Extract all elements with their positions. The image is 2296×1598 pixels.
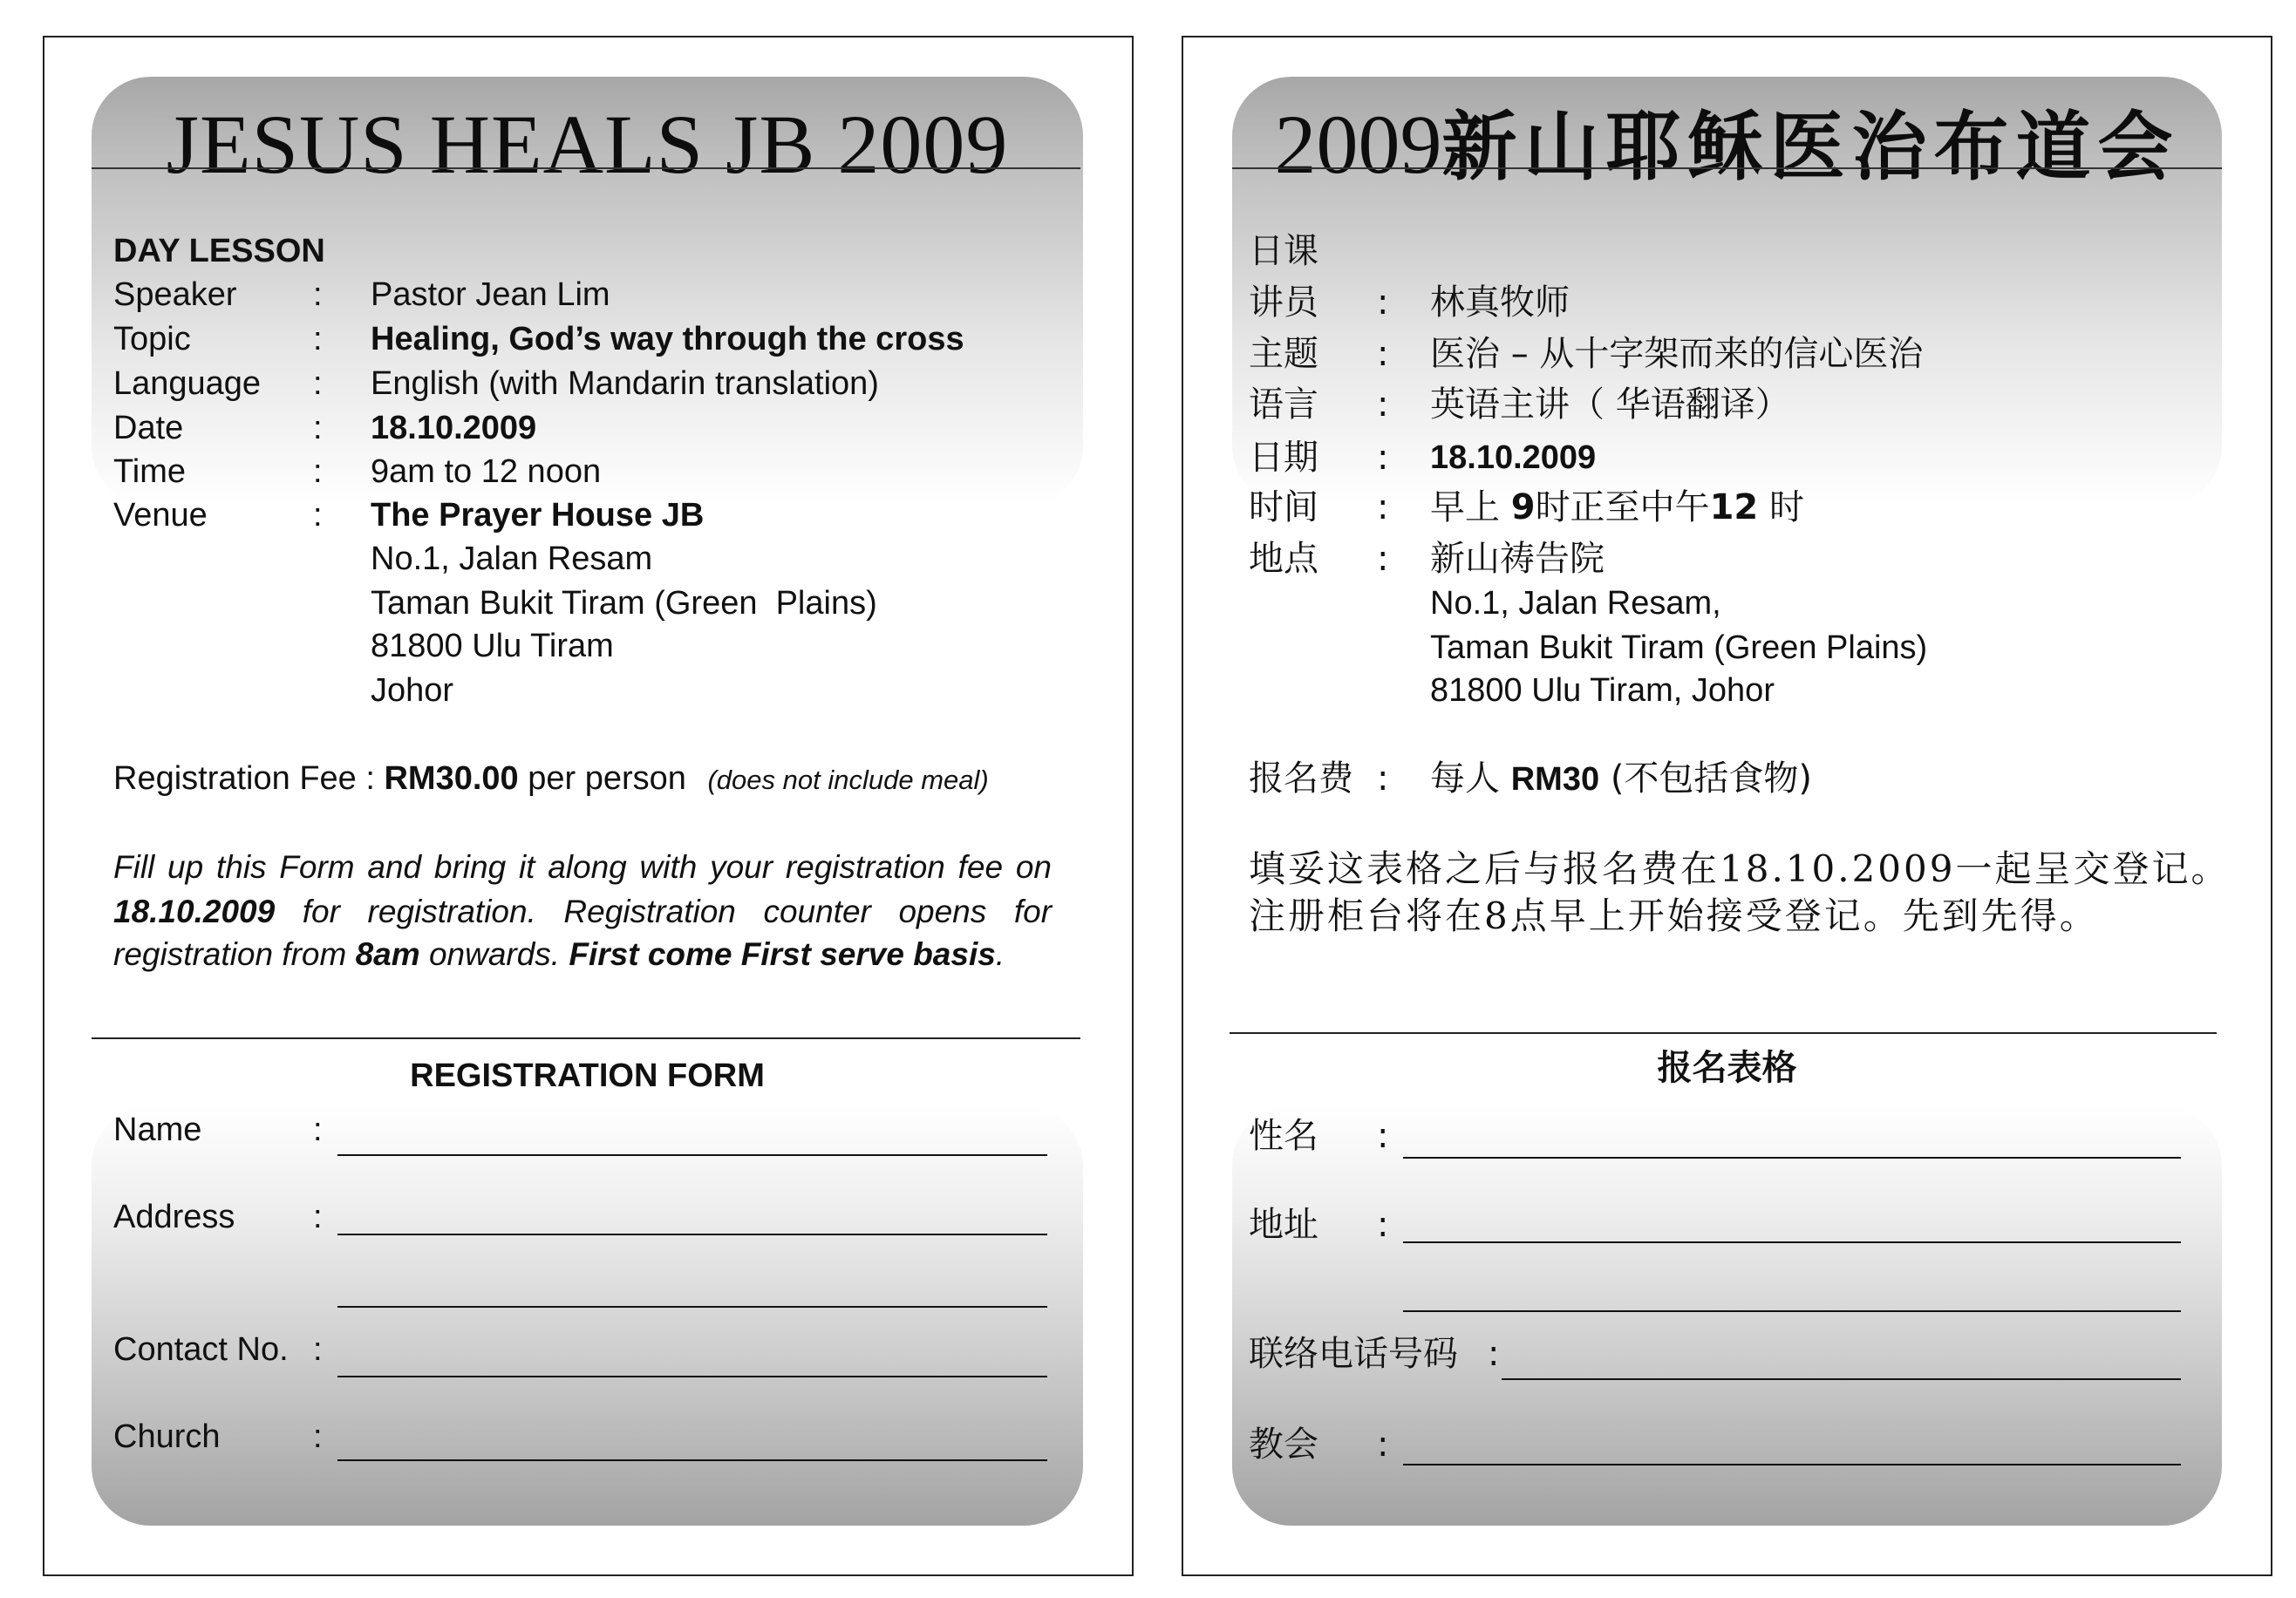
chinese-section-heading [1249,227,2208,275]
separator: : [313,1199,323,1235]
date-row [113,406,1073,450]
cn-contact-label: 联络电话号码 [1249,1334,1458,1374]
cn-contact-field[interactable] [1502,1378,2181,1380]
venue-address-line [113,537,1073,581]
venue-address-line [113,624,1073,668]
address-line-3: 81800 Ulu Tiram [371,628,614,664]
separator: : [313,1418,323,1455]
cn-name-label: 性名 [1249,1116,1318,1156]
cn-time-part: 时正至中午 [1535,487,1710,527]
cn-name-field[interactable] [1403,1157,2181,1159]
cn-venue-address-line [1249,666,2208,715]
separator: : [1377,1116,1389,1156]
separator: : [1377,539,1389,579]
cn-topic-row [1249,330,2208,378]
cn-time-label: 时间 [1249,487,1318,527]
cn-address-field[interactable] [1403,1241,2181,1243]
cn-church-label: 教会 [1249,1425,1318,1465]
cn-fee-per: 每人 [1430,758,1500,799]
separator: : [1377,758,1389,799]
separator: : [1488,1334,1500,1374]
instruction-line-1 [113,846,1052,889]
time-row [113,450,1073,493]
cn-venue-row [1249,534,2208,583]
church-field[interactable] [337,1459,1047,1461]
language-label: Language [113,365,262,402]
time-label: Time [113,453,187,490]
cn-date-row [1249,433,2208,482]
venue-value: The Prayer House JB [371,497,705,534]
instruction-text: onwards. [428,936,561,972]
chinese-title [1232,98,2222,191]
venue-row [113,493,1073,537]
instruction-basis: First come First serve basis [569,936,996,972]
fee-note: (does not include meal) [707,765,989,795]
cn-speaker-value: 林真牧师 [1430,282,1570,323]
cn-instruction-line-2: 注册柜台将在8点早上开始接受登记。先到先得。 [1249,894,2099,937]
section-heading-text: DAY LESSON [113,233,325,269]
separator: : [313,1331,323,1368]
name-row [113,1108,1073,1152]
cn-registration-form-heading: 报名表格 [1657,1048,1797,1088]
cn-contact-row [1249,1329,2208,1378]
name-field[interactable] [337,1154,1047,1156]
cn-time-part: 时 [1768,487,1804,527]
topic-row [113,317,1073,361]
language-row [113,362,1073,405]
speaker-label: Speaker [113,276,237,313]
cn-venue-address-line [1249,579,2208,628]
instruction-end: . [995,936,1005,972]
fee-unit: per person [528,760,686,797]
address-row [113,1195,1073,1239]
english-section-heading [113,229,1073,273]
cn-language-value: 英语主讲（ 华语翻译） [1430,384,1790,425]
cn-speaker-label: 讲员 [1249,282,1318,323]
contact-field[interactable] [337,1376,1047,1377]
time-value: 9am to 12 noon [371,453,602,490]
language-value: English (with Mandarin translation) [371,365,879,402]
contact-row [113,1328,1073,1371]
cn-time-part: 早上 [1430,487,1500,527]
address-line-4: Johor [371,672,454,709]
cn-address-field-line-2[interactable] [1403,1310,2181,1312]
registration-form-heading: REGISTRATION FORM [410,1057,765,1094]
address-line-2: Taman Bukit Tiram (Green Plains) [371,585,877,622]
cn-name-row [1249,1112,2208,1160]
section-divider [92,1037,1080,1039]
english-title-rule [92,167,1080,169]
church-row [113,1415,1073,1459]
instruction-line-2 [113,890,1052,934]
instruction-text: Fill up this Form and bring it along with your registration fee on [113,849,1052,885]
separator: : [313,321,323,357]
instruction-date: 18.10.2009 [113,894,276,929]
speaker-value: Pastor Jean Lim [371,276,610,313]
cn-topic-value: 医治 – 从十字架而来的信心医治 [1430,334,1924,374]
name-label: Name [113,1112,202,1148]
cn-fee-amount: RM30 [1510,761,1600,798]
separator: : [1377,1205,1389,1245]
address-field-line-2[interactable] [337,1306,1047,1308]
cn-date-value: 18.10.2009 [1430,439,1597,476]
separator: : [1377,334,1389,374]
topic-label: Topic [113,321,191,357]
section-heading-text: 日课 [1249,231,1318,271]
address-line-1: No.1, Jalan Resam, [1430,585,1721,622]
cn-venue-label: 地点 [1249,539,1318,579]
separator: : [313,365,323,402]
separator: : [1377,487,1389,527]
address-line-1: No.1, Jalan Resam [371,541,653,577]
fee-amount: RM30.00 [384,760,519,797]
section-divider [1230,1032,2217,1034]
chinese-title-text: 新山耶稣医治布道会 [1441,103,2180,191]
cn-language-label: 语言 [1249,384,1318,425]
english-form-panel [92,1106,1083,1526]
cn-instruction-line-1: 填妥这表格之后与报名费在18.10.2009一起呈交登记。 [1249,847,2231,890]
instruction-text: for registration. Registration counter opens for [302,894,1053,929]
separator: : [313,276,323,313]
address-label: Address [113,1199,235,1235]
speaker-row [113,273,1073,316]
cn-fee-row [1249,754,2208,803]
separator: : [1377,282,1389,323]
chinese-title-year: 2009 [1274,98,1442,191]
separator: : [1377,438,1389,478]
cn-venue-value: 新山祷告院 [1430,539,1604,579]
chinese-title-rule [1232,167,2222,169]
venue-address-line [113,669,1073,712]
separator: : [313,497,323,534]
cn-language-row [1249,380,2208,429]
cn-time-end-hour: 12 [1709,487,1759,527]
cn-church-field[interactable] [1403,1464,2181,1465]
venue-label: Venue [113,497,208,534]
cn-fee-label: 报名费 [1249,758,1353,799]
cn-address-label: 地址 [1249,1205,1318,1245]
cn-speaker-row [1249,278,2208,327]
fee-label: Registration Fee : [113,760,375,797]
cn-venue-address-line [1249,623,2208,672]
venue-address-line [113,581,1073,625]
address-line-2: Taman Bukit Tiram (Green Plains) [1430,629,1928,666]
cn-church-row [1249,1420,2208,1469]
cn-topic-label: 主题 [1249,334,1318,374]
cn-time-value [1430,483,1804,532]
date-label: Date [113,410,184,446]
topic-value: Healing, God’s way through the cross [371,321,964,357]
instruction-line-3 [113,933,1052,976]
english-title: JESUS HEALS JB 2009 [166,98,1009,191]
address-line-3: 81800 Ulu Tiram, Johor [1430,672,1775,709]
cn-time-start-hour: 9 [1510,487,1536,527]
cn-time-row [1249,483,2208,532]
separator: : [313,453,323,490]
registration-fee-line [113,757,989,800]
cn-fee-value [1430,754,1812,804]
cn-fee-note: (不包括食物) [1610,758,1813,799]
separator: : [1377,384,1389,425]
separator: : [1377,1425,1389,1465]
separator: : [313,410,323,446]
church-label: Church [113,1418,221,1455]
separator: : [313,1112,323,1148]
date-value: 18.10.2009 [371,410,537,446]
instruction-time: 8am [355,936,420,972]
cn-date-label: 日期 [1249,438,1318,478]
contact-label: Contact No. [113,1331,289,1368]
address-field[interactable] [337,1234,1047,1235]
instruction-text: registration from [113,936,347,972]
